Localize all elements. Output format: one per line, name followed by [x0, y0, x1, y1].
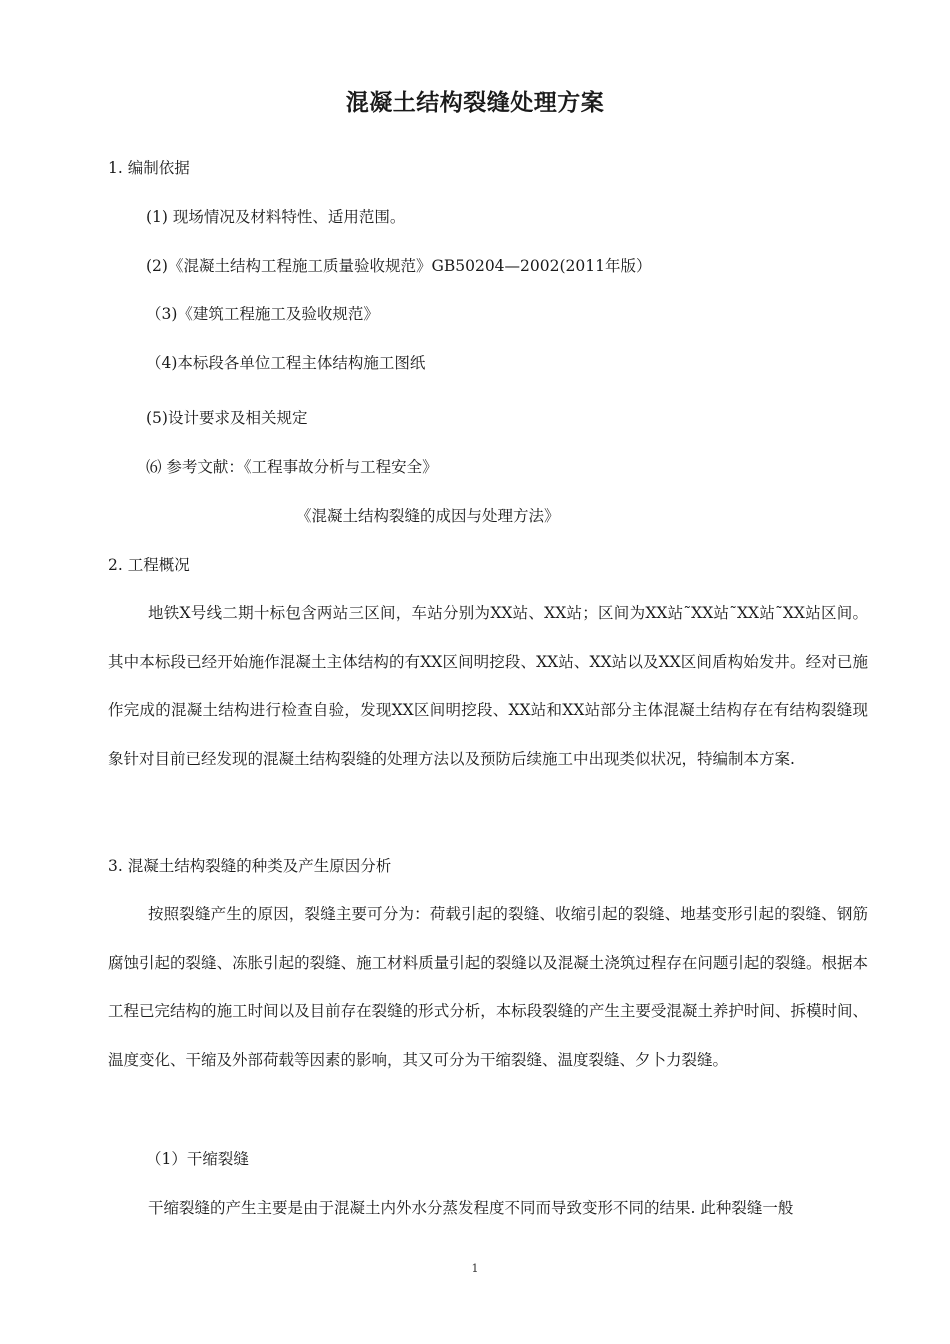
basis-item-1: (1) 现场情况及材料特性、适用范围。: [146, 208, 406, 226]
basis-item-3: （3)《建筑工程施工及验收规范》: [146, 305, 379, 323]
basis-item-6: ⑹ 参考文献：《工程事故分析与工程安全》: [146, 458, 438, 476]
section-2-heading: 2. 工程概况: [108, 556, 190, 574]
document-title: 混凝土结构裂缝处理方案: [345, 90, 605, 116]
section-3-heading: 3. 混凝土结构裂缝的种类及产生原因分析: [108, 857, 392, 875]
subsection-1-heading: （1）干缩裂缝: [146, 1150, 249, 1168]
basis-item-2: (2)《混凝土结构工程施工质量验收规范》GB50204—2002(2011年版）: [146, 257, 652, 275]
basis-item-4: （4)本标段各单位工程主体结构施工图纸: [146, 354, 426, 372]
basis-item-5: (5)设计要求及相关规定: [146, 409, 308, 427]
section-1-heading: 1. 编制依据: [108, 159, 190, 177]
page-number: 1: [471, 1262, 479, 1275]
basis-item-6-cont: 《混凝土结构裂缝的成因与处理方法》: [296, 507, 560, 525]
subsection-1-body: 干缩裂缝的产生主要是由于混凝土内外水分蒸发程度不同而导致变形不同的结果. 此种裂缝一般: [148, 1199, 794, 1217]
section-2-body: 地铁X号线二期十标包含两站三区间，车站分别为XX站、XX站；区间为XX站˜XX站˜XX站˜XX站区间。其中本标段已经开始施作混凝土主体结构的有XX区间明挖段、XX站、XX站以及XX区间盾构始发井。经对已施作完成的混凝土结构进行检查自验，发现XX区间明挖段、XX站和XX站部分主体混凝土结构存在有结构裂缝现象针对目前已经发现的混凝土结构裂缝的处理方法以及预防后续施工中出现类似状况，特编制本方案.: [108, 604, 868, 768]
section-3-body: 按照裂缝产生的原因，裂缝主要可分为：荷载引起的裂缝、收缩引起的裂缝、地基变形引起的裂缝、钢筋腐蚀引起的裂缝、冻胀引起的裂缝、施工材料质量引起的裂缝以及混凝土浇筑过程存在问题引起的裂缝。根据本工程已完结构的施工时间以及目前存在裂缝的形式分析，本标段裂缝的产生主要受混凝土养护时间、拆模时间、温度变化、干缩及外部荷载等因素的影响，其又可分为干缩裂缝、温度裂缝、夕卜力裂缝。: [108, 905, 868, 1069]
